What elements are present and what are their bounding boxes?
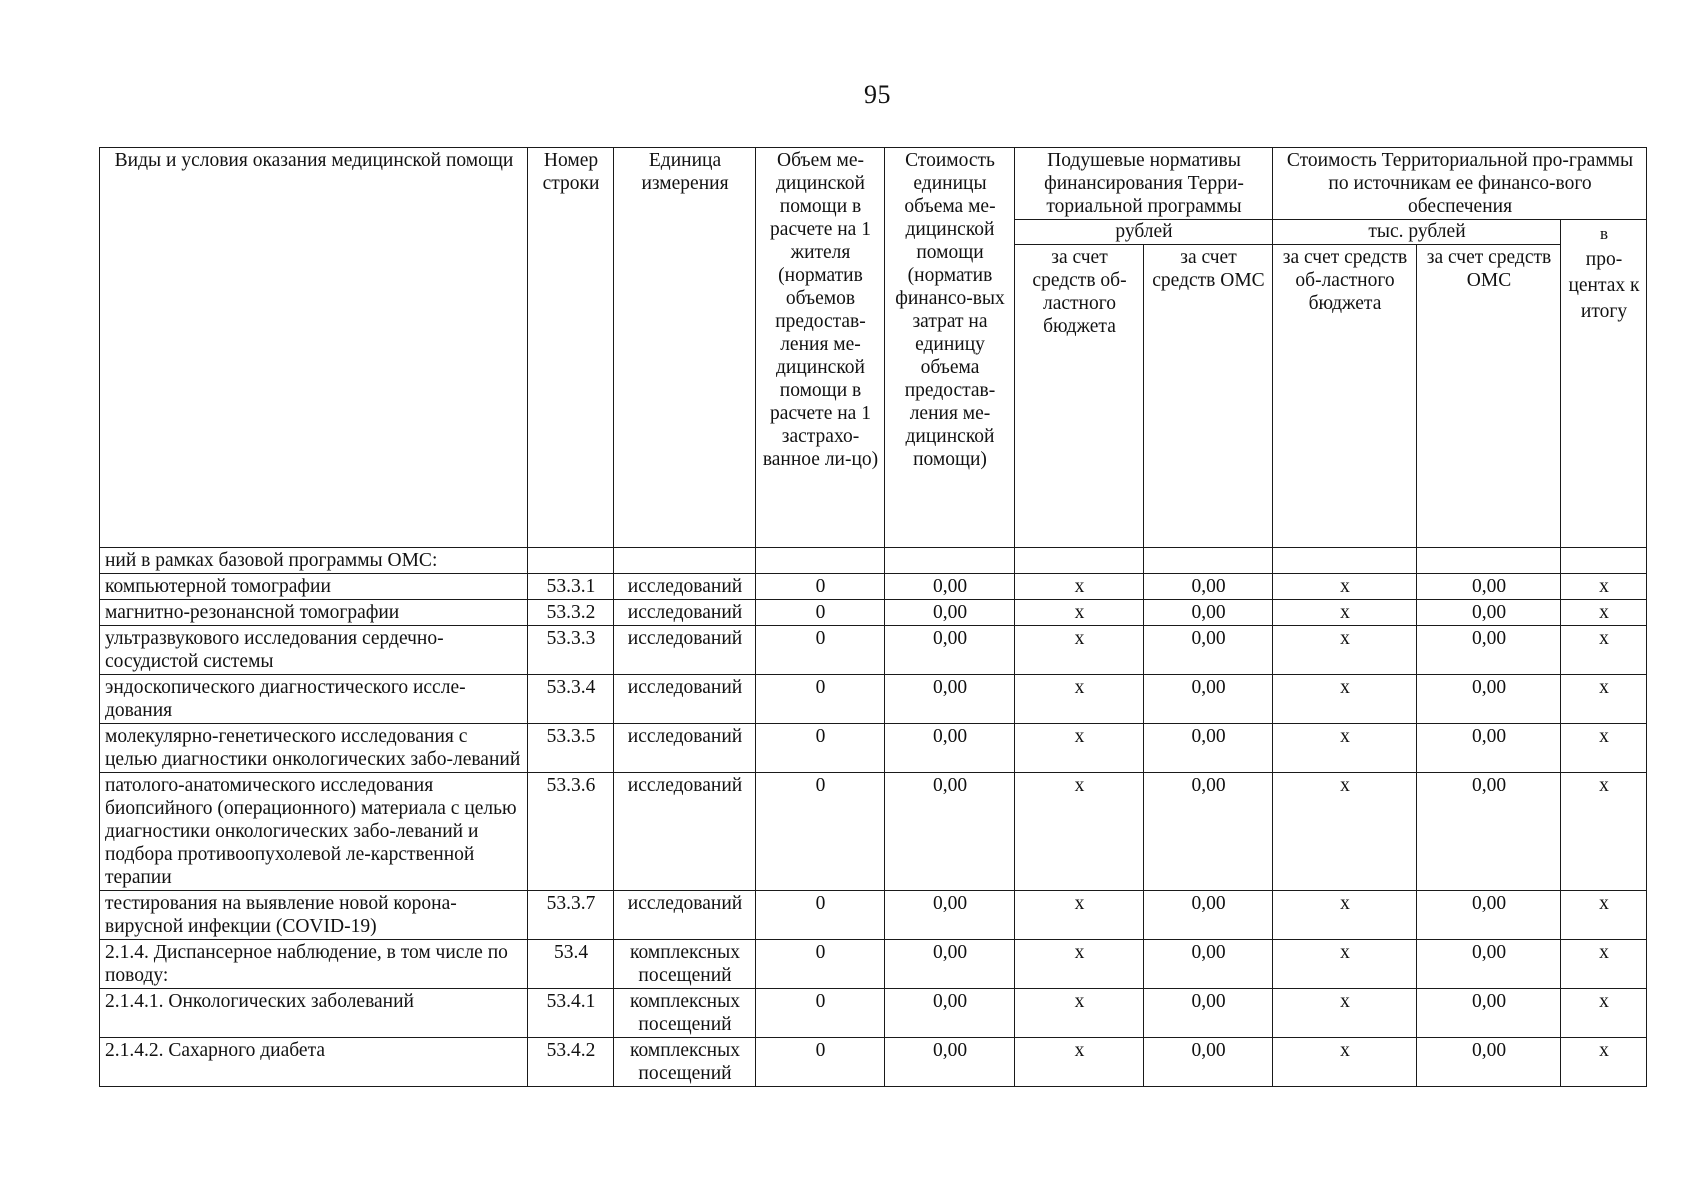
row-unit: исследований	[614, 600, 756, 626]
row-volume: 0	[756, 626, 885, 675]
row-unit: комплексных посещений	[614, 1038, 756, 1087]
row-cost: 0,00	[885, 600, 1015, 626]
header-pcost-oms: за счет средств ОМС	[1417, 245, 1561, 548]
row-unit: исследований	[614, 773, 756, 891]
row-number: 53.3.5	[528, 724, 614, 773]
row-cost: 0,00	[885, 891, 1015, 940]
header-per-capita-unit: рублей	[1015, 220, 1273, 245]
row-name: 2.1.4. Диспансерное наблюдение, в том числе по поводу:	[100, 940, 528, 989]
row-volume: 0	[756, 600, 885, 626]
table-row	[100, 574, 1647, 600]
header-pc-oms: за счет средств ОМС	[1144, 245, 1273, 548]
row-name: патолого-анатомического исследования биопсийного (операционного) материала с целью диагностики онкологических забо-леваний и подбора противоопухолевой ле-карственной терапии	[100, 773, 528, 891]
row-cost: 0,00	[885, 675, 1015, 724]
row-name: 2.1.4.2. Сахарного диабета	[100, 1038, 528, 1087]
row-unit: исследований	[614, 574, 756, 600]
row-percent: x	[1561, 626, 1647, 675]
row-pcost-oms: 0,00	[1417, 600, 1561, 626]
row-percent: x	[1561, 940, 1647, 989]
table-body	[100, 548, 1647, 574]
row-pc-oms: 0,00	[1144, 1038, 1273, 1087]
row-cost: 0,00	[885, 989, 1015, 1038]
row-name: магнитно-резонансной томографии	[100, 600, 528, 626]
row-volume: 0	[756, 1038, 885, 1087]
header-pc-budget: за счет средств об-ластного бюджета	[1015, 245, 1144, 548]
row-pcost-budget: x	[1273, 891, 1417, 940]
table-row	[100, 773, 1647, 891]
table-row	[100, 675, 1647, 724]
row-unit: комплексных посещений	[614, 989, 756, 1038]
table-row	[100, 724, 1647, 773]
row-volume: 0	[756, 989, 885, 1038]
header-per-capita: Подушевые нормативы финансирования Терри-ториальной программы	[1015, 148, 1273, 220]
row-number: 53.3.3	[528, 626, 614, 675]
header-volume: Объем ме-дицинской помощи в расчете на 1 жителя (норматив объемов предостав-ления ме-дицинской помощи в расчете на 1 застрахо-ванное ли-цо)	[756, 148, 885, 548]
row-name: тестирования на выявление новой корона-вирусной инфекции (COVID-19)	[100, 891, 528, 940]
row-number: 53.3.1	[528, 574, 614, 600]
row-cost: 0,00	[885, 724, 1015, 773]
row-pcost-budget: x	[1273, 940, 1417, 989]
data-rows	[100, 574, 1647, 1087]
row-pc-budget: x	[1015, 891, 1144, 940]
row-name: ний в рамках базовой программы ОМС:	[100, 548, 528, 574]
row-pcost-budget: x	[1273, 675, 1417, 724]
row-pcost-oms: 0,00	[1417, 724, 1561, 773]
row-pcost-budget: x	[1273, 574, 1417, 600]
row-pc-oms: 0,00	[1144, 675, 1273, 724]
header-cost: Стоимость единицы объема ме-дицинской помощи (норматив финансо-вых затрат на единицу объема предостав-ления ме-дицинской помощи)	[885, 148, 1015, 548]
row-name: молекулярно-генетического исследования с целью диагностики онкологических забо-леваний	[100, 724, 528, 773]
row-name: ультразвукового исследования сердечно-сосудистой системы	[100, 626, 528, 675]
row-cost: 0,00	[885, 1038, 1015, 1087]
row-pc-oms: 0,00	[1144, 773, 1273, 891]
row-percent: x	[1561, 773, 1647, 891]
row-percent: x	[1561, 1038, 1647, 1087]
row-pc-budget: x	[1015, 626, 1144, 675]
row-number: 53.3.7	[528, 891, 614, 940]
funding-table	[99, 147, 1647, 1087]
header-percent	[1561, 220, 1647, 548]
row-pc-budget: x	[1015, 1038, 1144, 1087]
row-volume: 0	[756, 891, 885, 940]
row-pc-oms: 0,00	[1144, 989, 1273, 1038]
row-pc-oms: 0,00	[1144, 600, 1273, 626]
continuation-row	[100, 548, 1647, 574]
header-pcost-budget: за счет средств об-ластного бюджета	[1273, 245, 1417, 548]
row-pcost-budget: x	[1273, 773, 1417, 891]
row-cost: 0,00	[885, 940, 1015, 989]
row-pcost-budget: x	[1273, 626, 1417, 675]
row-pcost-oms: 0,00	[1417, 940, 1561, 989]
row-percent: x	[1561, 891, 1647, 940]
row-pc-budget: x	[1015, 940, 1144, 989]
row-volume: 0	[756, 773, 885, 891]
row-pc-oms: 0,00	[1144, 724, 1273, 773]
row-cost: 0,00	[885, 773, 1015, 891]
row-percent: x	[1561, 989, 1647, 1038]
row-number: 53.4.2	[528, 1038, 614, 1087]
row-name: компьютерной томографии	[100, 574, 528, 600]
header-row-number: Номер строки	[528, 148, 614, 548]
table-row	[100, 989, 1647, 1038]
row-pcost-oms: 0,00	[1417, 773, 1561, 891]
row-name: эндоскопического диагностического иссле-дования	[100, 675, 528, 724]
header-program-cost: Стоимость Территориальной про-граммы по источникам ее финансо-вого обеспечения	[1273, 148, 1647, 220]
table-row	[100, 600, 1647, 626]
row-pcost-oms: 0,00	[1417, 1038, 1561, 1087]
row-percent: x	[1561, 600, 1647, 626]
row-cost: 0,00	[885, 626, 1015, 675]
row-pc-budget: x	[1015, 724, 1144, 773]
row-percent: x	[1561, 675, 1647, 724]
row-unit: исследований	[614, 724, 756, 773]
row-pcost-oms: 0,00	[1417, 989, 1561, 1038]
row-pc-budget: x	[1015, 989, 1144, 1038]
row-unit: исследований	[614, 675, 756, 724]
row-pc-oms: 0,00	[1144, 574, 1273, 600]
table-header	[100, 148, 1647, 548]
row-number: 53.3.2	[528, 600, 614, 626]
row-name: 2.1.4.1. Онкологических заболеваний	[100, 989, 528, 1038]
row-percent: x	[1561, 574, 1647, 600]
row-pcost-oms: 0,00	[1417, 626, 1561, 675]
row-pcost-oms: 0,00	[1417, 574, 1561, 600]
row-number: 53.4	[528, 940, 614, 989]
row-pcost-oms: 0,00	[1417, 891, 1561, 940]
header-percent-rest: про-центах к итогу	[1568, 249, 1640, 322]
row-volume: 0	[756, 574, 885, 600]
row-volume: 0	[756, 675, 885, 724]
row-pc-oms: 0,00	[1144, 940, 1273, 989]
header-unit: Единица измерения	[614, 148, 756, 548]
row-pcost-budget: x	[1273, 1038, 1417, 1087]
row-volume: 0	[756, 724, 885, 773]
table-row	[100, 1038, 1647, 1087]
row-percent: x	[1561, 724, 1647, 773]
header-program-cost-unit: тыс. рублей	[1273, 220, 1561, 245]
row-pcost-budget: x	[1273, 989, 1417, 1038]
row-unit: исследований	[614, 626, 756, 675]
row-pc-budget: x	[1015, 773, 1144, 891]
row-pc-budget: x	[1015, 675, 1144, 724]
table-row	[100, 891, 1647, 940]
row-number: 53.4.1	[528, 989, 614, 1038]
row-cost: 0,00	[885, 574, 1015, 600]
row-pc-oms: 0,00	[1144, 891, 1273, 940]
row-pcost-budget: x	[1273, 724, 1417, 773]
row-unit: исследований	[614, 891, 756, 940]
row-pcost-budget: x	[1273, 600, 1417, 626]
row-number: 53.3.4	[528, 675, 614, 724]
row-volume: 0	[756, 940, 885, 989]
header-percent-top: в	[1599, 224, 1609, 243]
row-pc-oms: 0,00	[1144, 626, 1273, 675]
header-kind: Виды и условия оказания медицинской помощи	[100, 148, 528, 548]
row-number: 53.3.6	[528, 773, 614, 891]
row-pc-budget: x	[1015, 574, 1144, 600]
page-number: 95	[864, 80, 891, 109]
table-row	[100, 940, 1647, 989]
row-pcost-oms: 0,00	[1417, 675, 1561, 724]
row-pc-budget: x	[1015, 600, 1144, 626]
row-unit: комплексных посещений	[614, 940, 756, 989]
table-row	[100, 626, 1647, 675]
